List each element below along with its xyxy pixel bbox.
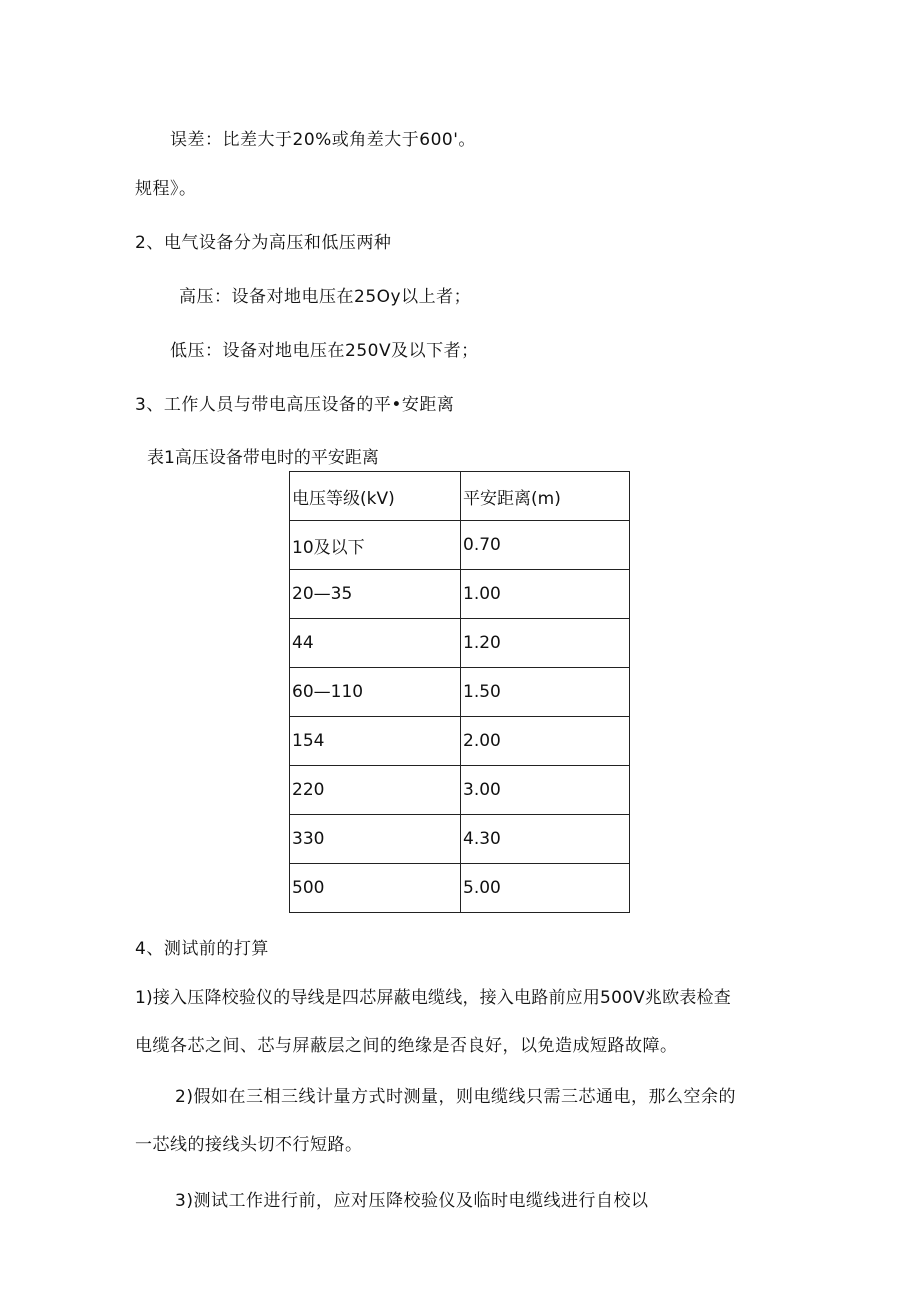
high-voltage-definition: 高压：设备对地电压在25Oy以上者； bbox=[179, 287, 472, 307]
low-voltage-definition: 低压：设备对地电压在250V及以下者； bbox=[170, 341, 479, 361]
table-row bbox=[290, 815, 630, 864]
header-voltage-level: 电压等级(kV) bbox=[290, 472, 461, 521]
section-4-title: 4、测试前的打算 bbox=[135, 939, 269, 959]
voltage-cell: 220 bbox=[290, 766, 461, 815]
voltage-cell: 60—110 bbox=[290, 668, 461, 717]
table-row bbox=[290, 619, 630, 668]
item-1-line-1: 1)接入压降校验仪的导线是四芯屏蔽电缆线，接入电路前应用500V兆欧表检查 bbox=[135, 988, 731, 1008]
voltage-cell: 10及以下 bbox=[290, 521, 461, 570]
distance-cell: 1.20 bbox=[461, 619, 630, 668]
safety-distance-table bbox=[289, 471, 630, 913]
item-2-line-2: 一芯线的接线头切不行短路。 bbox=[135, 1135, 363, 1155]
distance-cell: 0.70 bbox=[461, 521, 630, 570]
header-safety-distance: 平安距离(m) bbox=[461, 472, 630, 521]
voltage-cell: 500 bbox=[290, 864, 461, 913]
table-header-row bbox=[290, 472, 630, 521]
table-row bbox=[290, 570, 630, 619]
voltage-cell: 20—35 bbox=[290, 570, 461, 619]
distance-cell: 5.00 bbox=[461, 864, 630, 913]
table-row bbox=[290, 864, 630, 913]
table-caption: 表1高压设备带电时的平安距离 bbox=[147, 448, 379, 468]
table-row bbox=[290, 717, 630, 766]
table-row bbox=[290, 766, 630, 815]
distance-cell: 1.50 bbox=[461, 668, 630, 717]
voltage-cell: 330 bbox=[290, 815, 461, 864]
item-2-line-1: 2)假如在三相三线计量方式时测量，则电缆线只需三芯通电，那么空余的 bbox=[175, 1087, 736, 1107]
distance-cell: 4.30 bbox=[461, 815, 630, 864]
voltage-cell: 154 bbox=[290, 717, 461, 766]
voltage-cell: 44 bbox=[290, 619, 461, 668]
section-2-title: 2、电气设备分为高压和低压两种 bbox=[135, 233, 392, 253]
section-3-title: 3、工作人员与带电高压设备的平•安距离 bbox=[135, 395, 455, 415]
distance-cell: 1.00 bbox=[461, 570, 630, 619]
table-row bbox=[290, 668, 630, 717]
error-line: 误差：比差大于20%或角差大于600'。 bbox=[170, 130, 476, 150]
table-row bbox=[290, 521, 630, 570]
item-3-line-1: 3)测试工作进行前，应对压降校验仪及临时电缆线进行自校以 bbox=[175, 1191, 649, 1211]
item-1-line-2: 电缆各芯之间、芯与屏蔽层之间的绝缘是否良好，以免造成短路故障。 bbox=[135, 1036, 678, 1056]
distance-cell: 3.00 bbox=[461, 766, 630, 815]
rules-line: 规程》。 bbox=[135, 179, 197, 199]
distance-cell: 2.00 bbox=[461, 717, 630, 766]
